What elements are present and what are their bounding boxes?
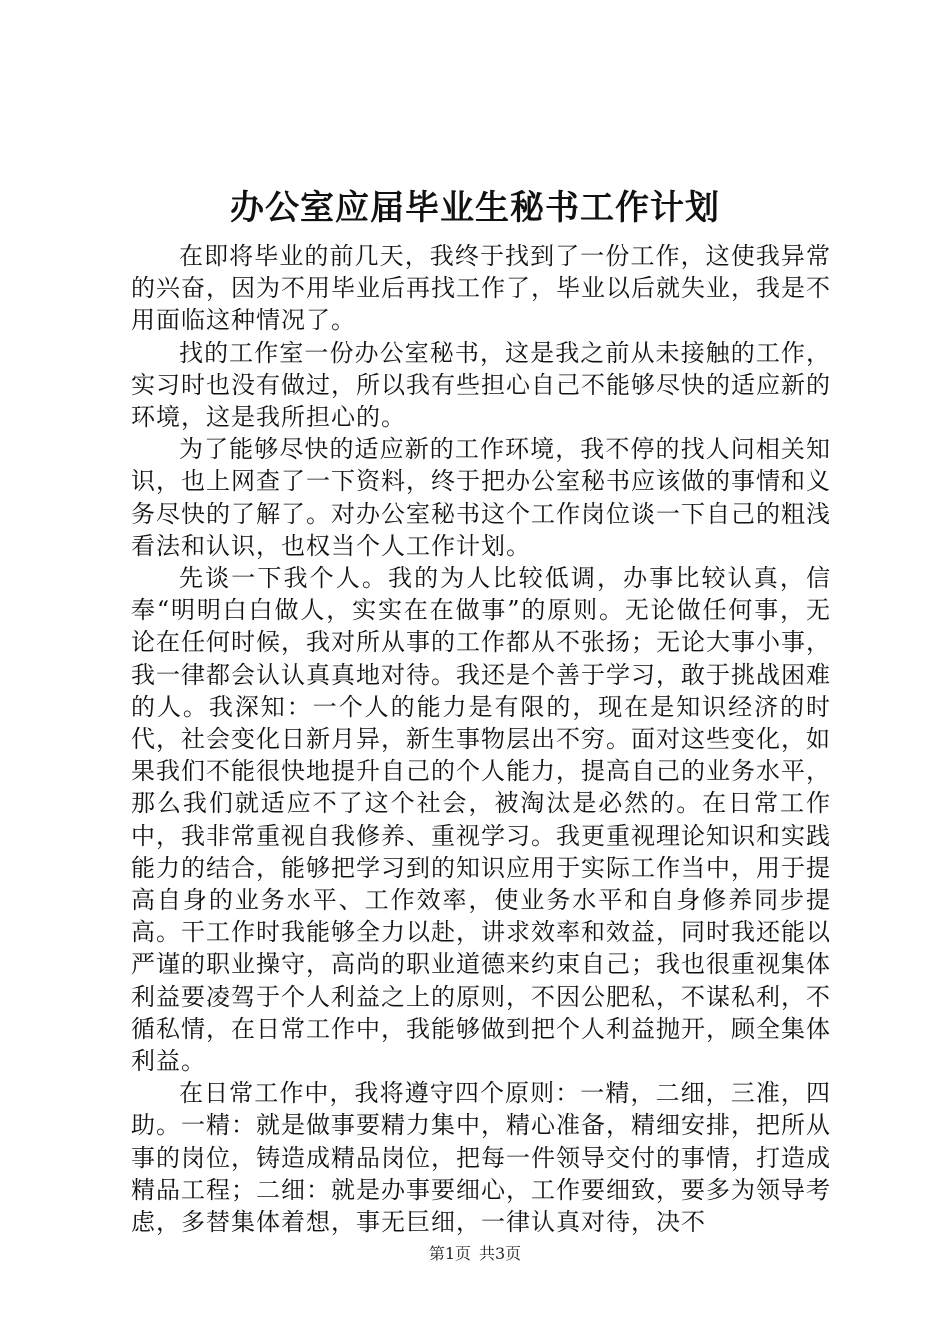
paragraph-4: 先谈一下我个人。我的为人比较低调，办事比较认真，信奉“明明白白做人，实实在在做事”的原则。无论做任何事，无论在任何时候，我对所从事的工作都从不张扬；无论大事小事，我一律都会认认真真地对待。我还是个善于学习，敢于挑战困难的人。我深知：一个人的能力是有限的，现在是知识经济的时代，社会变化日新月异，新生事物层出不穷。面对这些变化，如果我们不能很快地提升自己的个人能力，提高自己的业务水平，那么我们就适应不了这个社会，被淘汰是必然的。在日常工作中，我非常重视自我修养、重视学习。我更重视理论知识和实践能力的结合，能够把学习到的知识应用于实际工作当中，用于提高自身的业务水平、工作效率，使业务水平和自身修养同步提高。干工作时我能够全力以赴，讲求效率和效益，同时我还能以严谨的职业操守，高尚的职业道德来约束自己；我也很重视集体利益要凌驾于个人利益之上的原则，不因公肥私，不谋私利，不循私情，在日常工作中，我能够做到把个人利益抛开，顾全集体利益。: [131, 564, 831, 1076]
paragraph-3: 为了能够尽快的适应新的工作环境，我不停的找人问相关知识，也上网查了一下资料，终于把办公室秘书应该做的事情和义务尽快的了解了。对办公室秘书这个工作岗位谈一下自己的粗浅看法和认识，也权当个人工作计划。: [131, 435, 831, 560]
page-number: 第1页: [428, 1244, 471, 1263]
page-total: 共3页: [479, 1244, 522, 1263]
paragraph-2: 找的工作室一份办公室秘书，这是我之前从未接触的工作，实习时也没有做过，所以我有些担心自己不能够尽快的适应新的环境，这是我所担心的。: [131, 338, 831, 432]
document-body: [131, 240, 831, 1238]
page-footer: [0, 1243, 950, 1265]
paragraph-5: 在日常工作中，我将遵守四个原则：一精，二细，三准，四助。一精：就是做事要精力集中，精心准备，精细安排，把所从事的岗位，铸造成精品岗位，把每一件领导交付的事情，打造成精品工程；二细：就是办事要细心，工作要细致，要多为领导考虑，多替集体着想，事无巨细，一律认真对待，决不: [131, 1079, 831, 1237]
paragraph-1: 在即将毕业的前几天，我终于找到了一份工作，这使我异常的兴奋，因为不用毕业后再找工作了，毕业以后就失业，我是不用面临这种情况了。: [131, 242, 831, 335]
document-title: 办公室应届毕业生秘书工作计划: [230, 188, 720, 228]
